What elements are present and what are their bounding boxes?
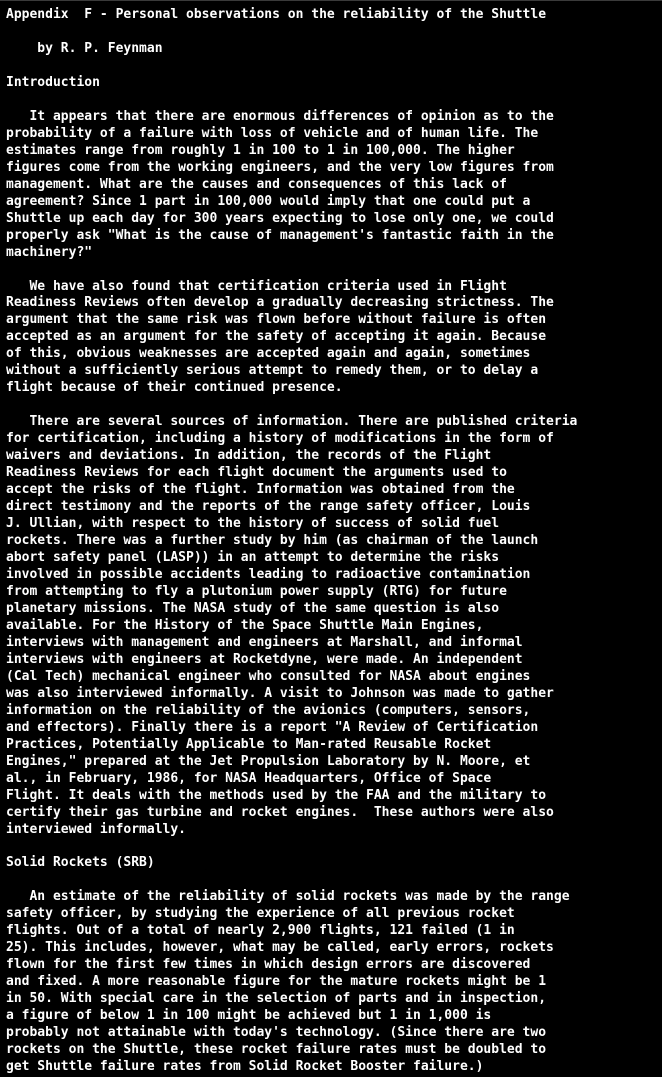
text-line: was also interviewed informally. A visit to Johnson was made to gather [6, 685, 554, 701]
text-line: It appears that there are enormous differences of opinion as to the [6, 108, 554, 124]
text-line: agreement? Since 1 part in 100,000 would imply that one could put a [6, 193, 531, 209]
text-line: Readiness Reviews often develop a gradually decreasing strictness. The [6, 295, 554, 311]
text-line: get Shuttle failure rates from Solid Rocket Booster failure.) [6, 1059, 484, 1075]
text-line: 25). This includes, however, what may be called, early errors, rockets [6, 940, 554, 956]
document-title: Appendix F - Personal observations on the reliability of the Shuttle [6, 7, 547, 22]
text-line: We have also found that certification criteria used in Flight [6, 278, 507, 294]
text-line: probably not attainable with today's technology. (Since there are two [6, 1025, 547, 1041]
text-line: direct testimony and the reports of the range safety officer, Louis [6, 499, 531, 515]
text-line: accepted as an argument for the safety of accepting it again. Because [6, 329, 547, 345]
text-line: An estimate of the reliability of solid rockets was made by the range [6, 889, 570, 905]
spacer [0, 24, 662, 41]
text-line: (Cal Tech) mechanical engineer who consulted for NASA about engines [6, 668, 531, 684]
paragraph-intro-2 [0, 279, 662, 398]
text-line: and fixed. A more reasonable figure for the mature rockets might be 1 [6, 974, 547, 990]
text-line: information on the reliability of the avionics (computers, sensors, [6, 702, 531, 718]
spacer [0, 262, 662, 279]
section-heading-solid-rockets: Solid Rockets (SRB) [6, 855, 155, 871]
text-line: J. Ullian, with respect to the history of success of solid fuel [6, 516, 500, 532]
text-line: machinery?" [6, 244, 93, 260]
text-line: and effectors). Finally there is a report "A Review of Certification [6, 719, 539, 735]
text-line: Flight. It deals with the methods used by the FAA and the military to [6, 787, 547, 803]
text-line: in 50. With special care in the selection of parts and in inspection, [6, 991, 547, 1007]
spacer [0, 872, 662, 889]
text-line: Practices, Potentially Applicable to Man-rated Reusable Rocket [6, 736, 492, 752]
text-line: There are several sources of information. There are published criteria [6, 414, 578, 430]
paragraph-intro-3 [0, 414, 662, 838]
text-line: from attempting to fly a plutonium power supply (RTG) for future [6, 583, 507, 599]
text-line: Shuttle up each day for 300 years expecting to lose only one, we could [6, 210, 554, 226]
text-line: available. For the History of the Space Shuttle Main Engines, [6, 617, 484, 633]
text-line: estimates range from roughly 1 in 100 to 1 in 100,000. The higher [6, 142, 515, 158]
text-line: rockets on the Shuttle, these rocket failure rates must be doubled to [6, 1042, 547, 1058]
text-line: planetary missions. The NASA study of the same question is also [6, 600, 500, 616]
spacer [0, 92, 662, 109]
text-line: Engines," prepared at the Jet Propulsion Laboratory by N. Moore, et [6, 753, 531, 769]
text-line: figures come from the working engineers, and the very low figures from [6, 159, 554, 175]
text-line: flight because of their continued presence. [6, 380, 343, 396]
text-line: certify their gas turbine and rocket engines. These authors were also [6, 804, 554, 820]
text-line: without a sufficiently serious attempt to remedy them, or to delay a [6, 363, 539, 379]
text-line: safety officer, by studying the experience of all previous rocket [6, 906, 515, 922]
text-line: waivers and deviations. In addition, the records of the Flight [6, 448, 492, 464]
paragraph-srb-1 [0, 889, 662, 1076]
text-line: management. What are the causes and consequences of this lack of [6, 176, 507, 192]
text-line: al., in February, 1986, for NASA Headquarters, Office of Space [6, 770, 492, 786]
text-line: interviewed informally. [6, 821, 187, 837]
text-line: abort safety panel (LASP)) in an attempt to determine the risks [6, 550, 500, 565]
text-line: argument that the same risk was flown before without failure is often [6, 312, 547, 328]
text-line: flown for the first few times in which design errors are discovered [6, 957, 531, 973]
spacer [0, 58, 662, 75]
text-line: rockets. There was a further study by him (as chairman of the launch [6, 533, 539, 549]
text-line: flights. Out of a total of nearly 2,900 flights, 121 failed (1 in [6, 923, 515, 939]
paragraph-intro-1 [0, 109, 662, 262]
text-line: probability of a failure with loss of vehicle and of human life. The [6, 125, 539, 141]
text-line: properly ask "What is the cause of management's fantastic faith in the [6, 227, 554, 243]
author-line: by R. P. Feynman [6, 40, 163, 56]
spacer [0, 397, 662, 414]
text-line: for certification, including a history of modifications in the form of [6, 431, 554, 447]
text-line: Readiness Reviews for each flight document the arguments used to [6, 465, 507, 481]
text-line: accept the risks of the flight. Information was obtained from the [6, 482, 515, 498]
spacer [0, 838, 662, 855]
text-line: interviews with engineers at Rocketdyne, were made. An independent [6, 651, 523, 667]
section-heading-introduction: Introduction [6, 74, 100, 90]
text-line: of this, obvious weaknesses are accepted again and again, sometimes [6, 346, 531, 362]
text-line: a figure of below 1 in 100 might be achieved but 1 in 1,000 is [6, 1008, 492, 1024]
text-line: interviews with management and engineers at Marshall, and informal [6, 634, 523, 650]
text-line: involved in possible accidents leading to radioactive contamination [6, 566, 531, 582]
